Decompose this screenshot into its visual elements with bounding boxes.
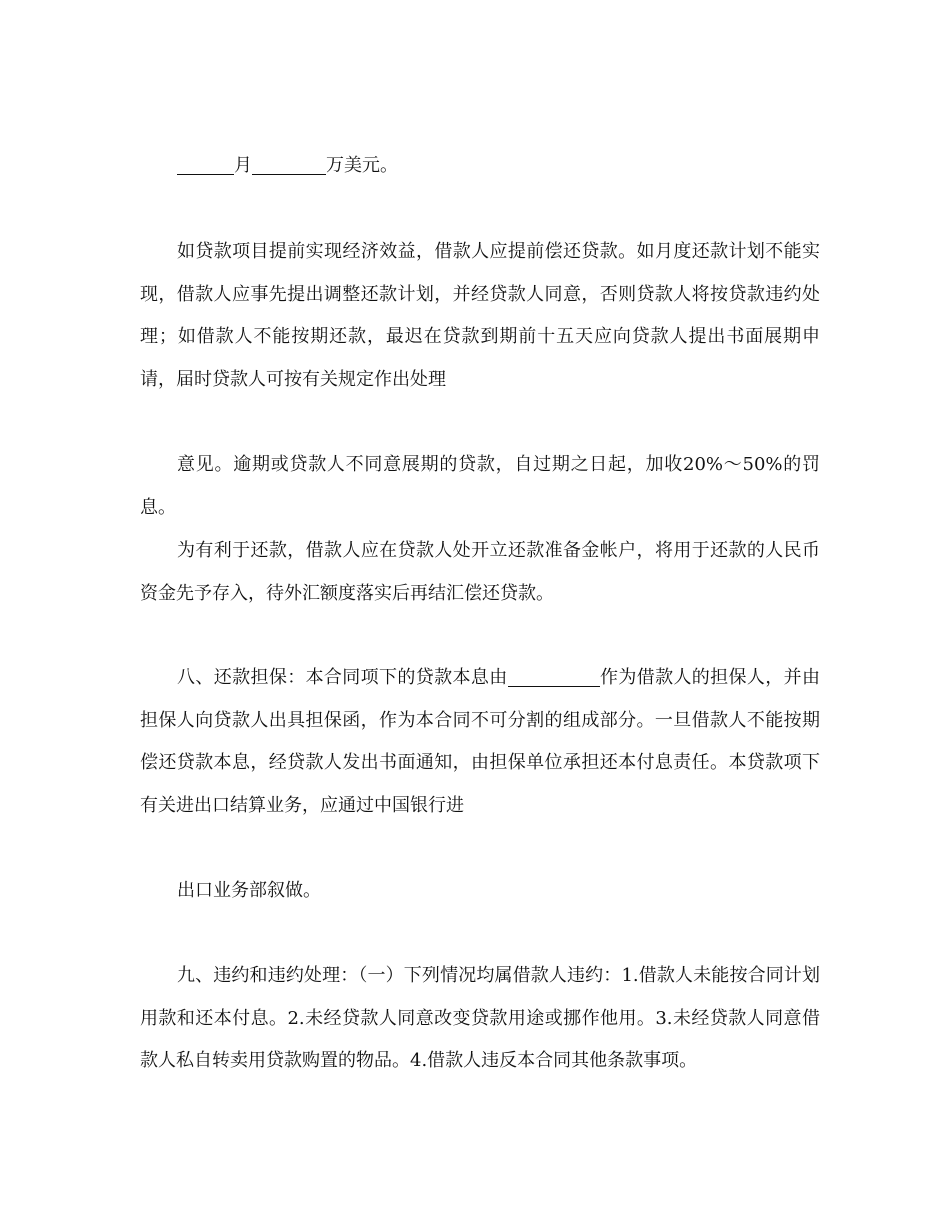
text-segment: 万美元。 <box>326 155 398 176</box>
paragraph-default-handling: 九、违约和违约处理：（一）下列情况均属借款人违约：1.借款人未能按合同计划用款和还本付息。2.未经贷款人同意改变贷款用途或挪作他用。3.未经贷款人同意借款人私自转卖用贷款购置的物品。4.借款人违反本合同其他条款事项。 <box>140 965 820 1071</box>
blank-line <box>177 156 234 175</box>
paragraph-overdue-penalty: 意见。逾期或贷款人不同意展期的贷款，自过期之日起，加收20%～50%的罚息。 <box>140 454 820 518</box>
text-segment: 八、还款担保：本合同项下的贷款本息由 <box>177 667 508 688</box>
paragraph-early-repayment: 如贷款项目提前实现经济效益，借款人应提前偿还贷款。如月度还款计划不能实现，借款人应事先提出调整还款计划，并经贷款人同意，否则贷款人将按贷款违约处理；如借款人不能按期还款，最迟在贷款到期前十五天应向贷款人提出书面展期申请，届时贷款人可按有关规定作出处理 <box>140 241 820 390</box>
blank-line <box>252 156 326 175</box>
blank-line <box>508 668 600 687</box>
paragraph-export-business: 出口业务部叙做。 <box>177 880 321 901</box>
paragraph-guarantee <box>140 657 820 827</box>
text-segment: 作为借款人的担保人，并由担保人向贷款人出具担保函，作为本合同不可分割的组成部分。一旦借款人不能按期偿还贷款本息，经贷款人发出书面通知，由担保单位承担还本付息责任。本贷款项下有关进出口结算业务，应通过中国银行进 <box>140 667 821 816</box>
text-segment: 月 <box>234 155 252 176</box>
paragraph-reserve-account: 为有利于还款，借款人应在贷款人处开立还款准备金帐户，将用于还款的人民币资金先予存入，待外汇额度落实后再结汇偿还贷款。 <box>140 540 820 604</box>
paragraph-amount-line <box>140 145 820 188</box>
